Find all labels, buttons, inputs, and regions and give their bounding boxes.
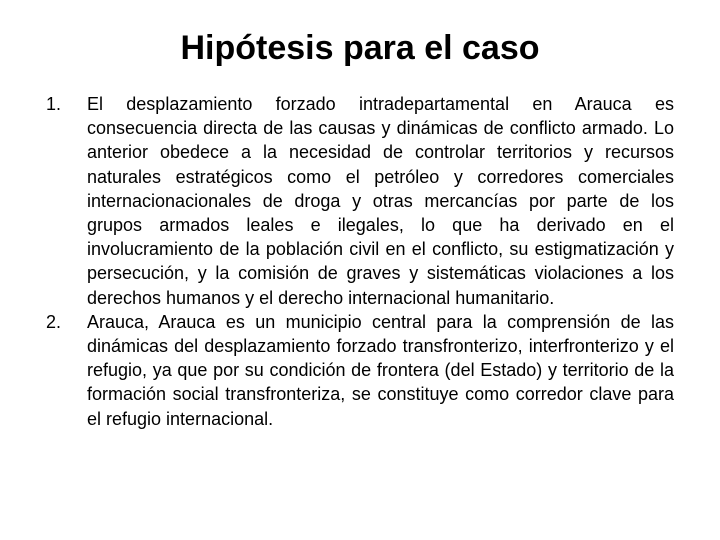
item-text: El desplazamiento forzado intradepartamental en Arauca es consecuencia directa de las causas y dinámicas de conflicto armado. Lo anterior obedece a la necesidad de controlar territorios y recursos naturales estratégicos como el petróleo y corredores comerciales internacionacionales de droga y otras mercancías por parte de los grupos armados leales e ilegales, lo que ha derivado en el involucramiento de la población civil en el conflicto, su estigmatización y persecución, y la comisión de graves y sistemáticas violaciones a los derechos humanos y el derecho internacional humanitario. [87,94,674,308]
slide-title: Hipótesis para el caso [180,29,540,67]
item-text: Arauca, Arauca es un municipio central para la comprensión de las dinámicas del desplazamiento forzado transfronterizo, interfronterizo y el refugio, ya que por su condición de frontera (del Estado) y territorio de la formación social transfronteriza, se constituye como corredor clave para el refugio internacional. [87,311,674,429]
hypothesis-list [0,92,720,431]
hypothesis-item-2 [0,310,720,431]
item-number: 2. [46,311,62,332]
hypothesis-item-1 [0,92,720,310]
item-number: 1. [46,94,62,114]
